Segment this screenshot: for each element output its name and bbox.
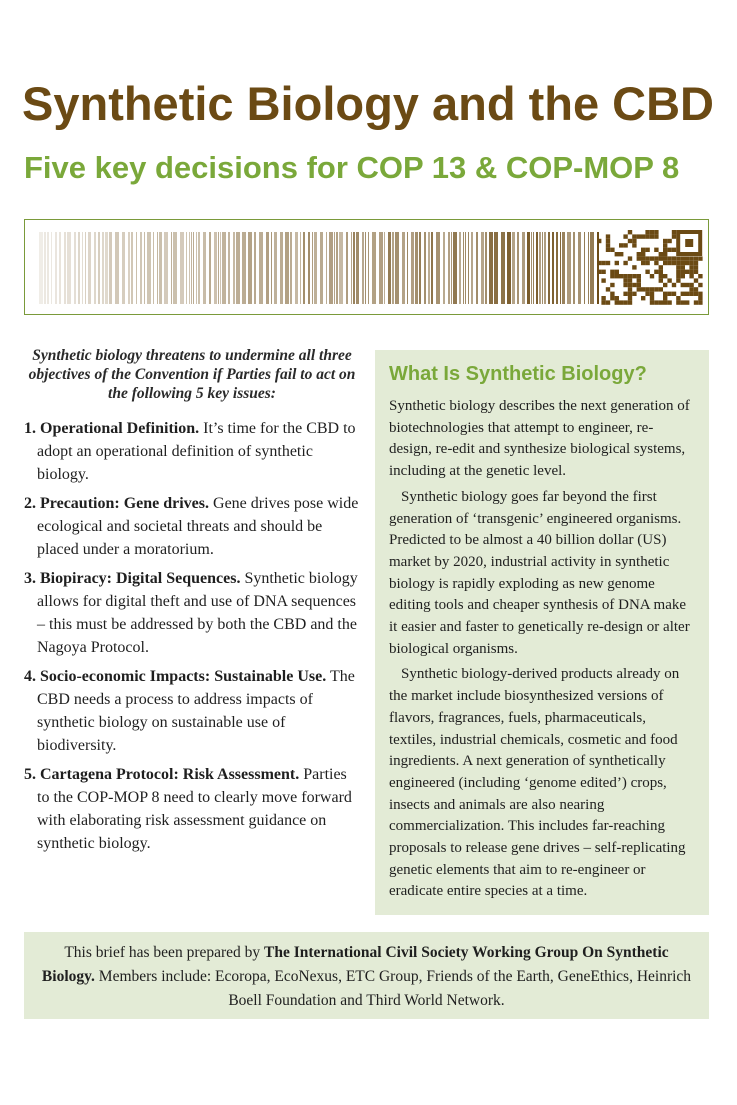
issue-item: [24, 665, 360, 757]
issue-body: Synthetic biology allows for digital theft and use of DNA sequences – this must be addressed by both the CBD and the Nagoya Protocol.: [37, 570, 358, 656]
issue-item: [24, 567, 360, 659]
footer-prefix: This brief has been prepared by: [64, 944, 265, 961]
issue-heading: 3. Biopiracy: Digital Sequences.: [24, 570, 241, 587]
barcode-stripes: [39, 232, 599, 304]
issue-heading: 4. Socio-economic Impacts: Sustainable Use.: [24, 668, 327, 685]
issue-body: Gene drives pose wide ecological and societal threats and should be placed under a moratorium.: [37, 495, 359, 558]
sidebar-paragraph: Synthetic biology describes the next generation of biotechnologies that attempt to engineer, re-design, re-edit and synthesize biological systems, including at the genetic level.: [389, 398, 690, 480]
qr-code-pattern: [597, 230, 703, 305]
issue-item: [24, 492, 360, 561]
sidebar-paragraph: Synthetic biology-derived products already on the market include biosynthesized versions of flavors, fragrances, fuels, pharmaceuticals, textiles, industrial chemicals, cosmetic and food ingredients. A next generation of synthetically engineered (including ‘genome edited’) crops, insects and animals are also nearing commercialization. This includes far-reaching proposals to release gene drives – self-replicating genetic elements that aim to re-engineer or eradicate entire species at a time.: [389, 666, 686, 900]
key-issues-list: [24, 417, 360, 855]
issue-body: The CBD needs a process to address impacts of synthetic biology on sustainable use of biodiversity.: [37, 668, 355, 754]
issue-heading: 1. Operational Definition.: [24, 420, 200, 437]
issue-body: Parties to the COP-MOP 8 need to clearly move forward with elaborating risk assessment guidance on synthetic biology.: [37, 766, 352, 852]
barcode-banner: [24, 219, 709, 315]
definition-sidebar: [375, 350, 709, 915]
issue-item: [24, 417, 360, 486]
sidebar-paragraph: Synthetic biology goes far beyond the first generation of ‘transgenic’ engineered organisms. Predicted to be almost a 40 billion dollar (US) market by 2020, industrial activity in synthetic biology is rapidly exploding as new genome editing tools and cheaper synthesis of DNA make it easier and faster to genetically re-design or alter biological organisms.: [389, 488, 690, 657]
page-subtitle: Five key decisions for COP 13 & COP-MOP 8: [24, 150, 680, 185]
issue-body: It’s time for the CBD to adopt an operational definition of synthetic biology.: [37, 420, 356, 483]
footer-org-name: The International Civil Society Working Group On Synthetic Biology.: [41, 944, 669, 985]
key-issues-column: [24, 346, 360, 861]
issue-item: [24, 763, 360, 855]
issue-heading: 5. Cartagena Protocol: Risk Assessment.: [24, 766, 300, 783]
footer-members: Members include: Ecoropa, EcoNexus, ETC Group, Friends of the Earth, GeneEthics, Heinrich Boell Foundation and Third World Network.: [94, 968, 692, 1009]
footer-note: [24, 932, 709, 1019]
intro-statement: Synthetic biology threatens to undermine all three objectives of the Convention if Parties fail to act on the following 5 key issues:: [28, 347, 356, 402]
page-title: Synthetic Biology and the CBD: [22, 77, 714, 130]
sidebar-title: What Is Synthetic Biology?: [389, 363, 647, 385]
barcode-qr-graphic: [25, 220, 710, 316]
issue-heading: 2. Precaution: Gene drives.: [24, 495, 210, 512]
